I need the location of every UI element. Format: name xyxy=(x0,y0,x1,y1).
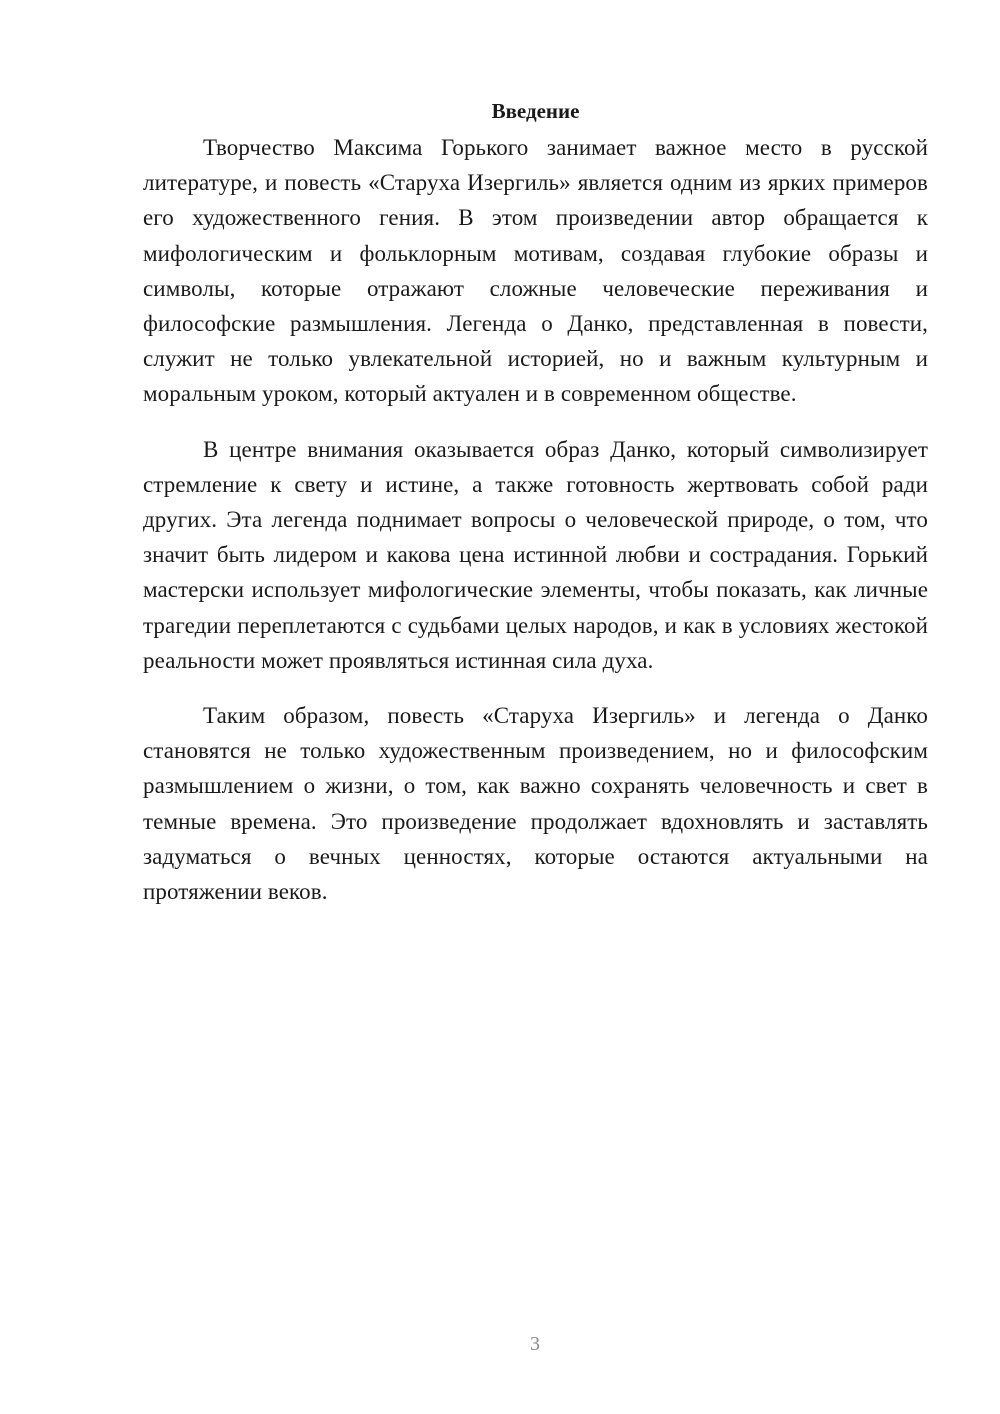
section-heading: Введение xyxy=(491,99,580,123)
paragraph-3: Таким образом, повесть «Старуха Изергиль» и легенда о Данко становятся не только художественным произведением, но и философским размышлением о жизни, о том, как важно сохранять человечность и свет в темные времена. Это произведение продолжает вдохновлять и заставлять задуматься о вечных ценностях, которые остаются актуальными на протяжении веков. xyxy=(143,703,928,905)
page-content xyxy=(143,96,928,929)
paragraph-2: В центре внимания оказывается образ Данко, который символизирует стремление к свету и истине, а также готовность жертвовать собой ради других. Эта легенда поднимает вопросы о человеческой природе, о том, что значит быть лидером и какова цена истинной любви и сострадания. Горький мастерски использует мифологические элементы, чтобы показать, как личные трагедии переплетаются с судьбами целых народов, и как в условиях жестокой реальности может проявляться истинная сила духа. xyxy=(143,436,928,673)
paragraph-1: Творчество Максима Горького занимает важное место в русской литературе, и повесть «Старуха Изергиль» является одним из ярких примеров его художественного гения. В этом произведении автор обращается к мифологическим и фольклорным мотивам, создавая глубокие образы и символы, которые отражают сложные человеческие переживания и философские размышления. Легенда о Данко, представленная в повести, служит не только увлекательной историей, но и важным культурным и моральным уроком, который актуален и в современном обществе. xyxy=(143,135,928,407)
page-number: 3 xyxy=(530,1333,540,1355)
